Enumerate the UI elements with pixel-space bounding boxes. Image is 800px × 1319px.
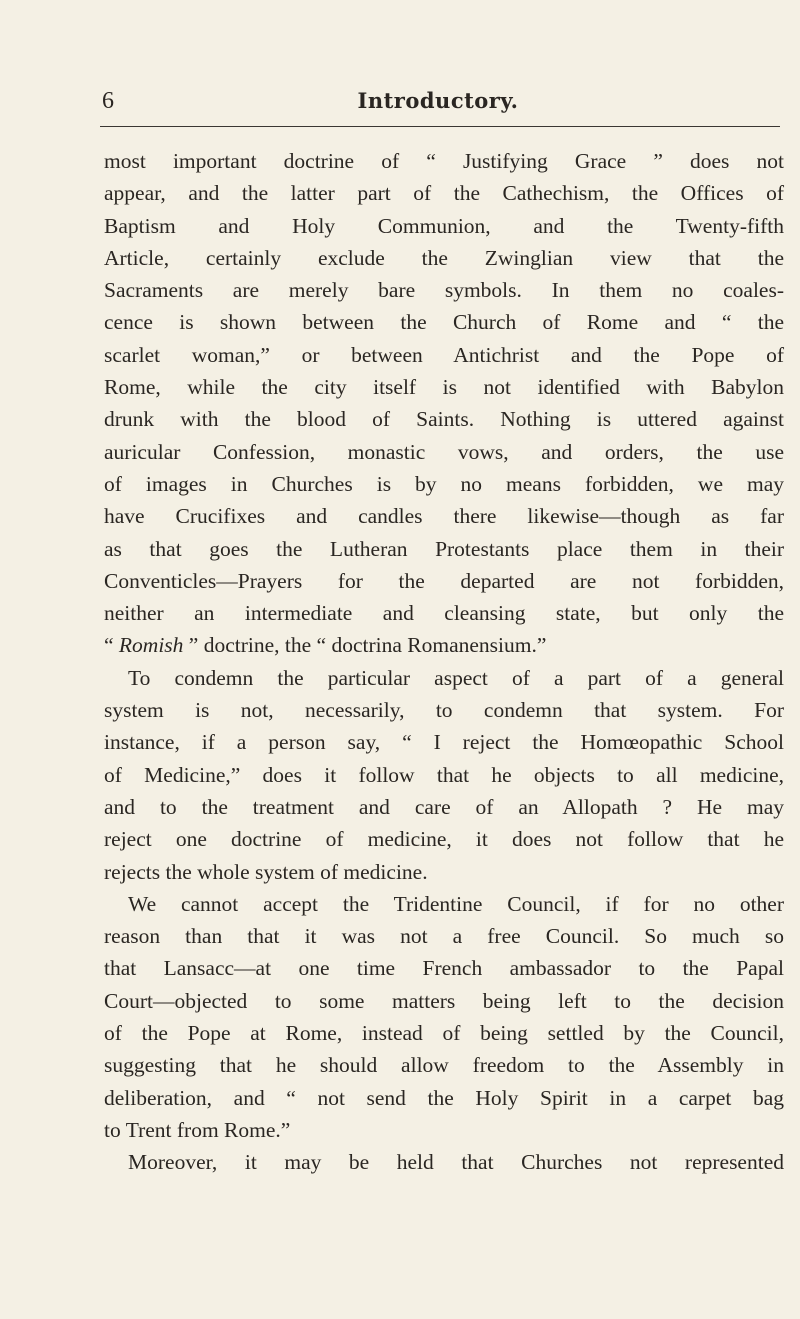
line-remainder: ” doctrine, the “ doctrina Romanensium.” [183, 633, 547, 658]
page-number: 6 [102, 88, 114, 114]
body-text [104, 145, 784, 1179]
text-line: To condemn the particular aspect of a part of a general [128, 665, 784, 690]
text-line: have Crucifixes and candles there likewise—though as far [104, 504, 784, 529]
text-line: reject one doctrine of medicine, it does not follow that he [104, 827, 784, 852]
text-line: Conventicles—Prayers for the departed are not forbidden, [104, 568, 784, 593]
text-line: suggesting that he should allow freedom to the Assembly in [104, 1053, 784, 1078]
text-line: drunk with the blood of Saints. Nothing is uttered against [104, 407, 784, 432]
page-header [100, 86, 776, 116]
text-line: We cannot accept the Tridentine Council, if for no other [128, 891, 784, 916]
italic-word: Romish [118, 633, 184, 658]
text-line: scarlet woman,” or between Antichrist and the Pope of [104, 342, 784, 367]
text-line: deliberation, and “ not send the Holy Spirit in a carpet bag [104, 1085, 784, 1110]
text-line: that Lansacc—at one time French ambassador to the Papal [104, 956, 784, 981]
text-line: neither an intermediate and cleansing state, but only the [104, 601, 784, 626]
text-line: instance, if a person say, “ I reject the Homœopathic School [104, 730, 784, 755]
running-head: Introductory. [357, 88, 519, 113]
text-line-romish [104, 629, 784, 661]
text-line: auricular Confession, monastic vows, and orders, the use [104, 439, 784, 464]
text-line: rejects the whole system of medicine. [104, 859, 428, 884]
header-rule [100, 126, 780, 127]
text-line: Article, certainly exclude the Zwinglian view that the [104, 245, 784, 270]
text-line: as that goes the Lutheran Protestants place them in their [104, 536, 784, 561]
text-line: Rome, while the city itself is not identified with Babylon [104, 375, 784, 400]
text-line: Moreover, it may be held that Churches not represented [128, 1150, 784, 1175]
text-line: most important doctrine of “ Justifying Grace ” does not [104, 149, 784, 173]
text-line: and to the treatment and care of an Allopath ? He may [104, 794, 784, 819]
text-line: Court—objected to some matters being left to the decision [104, 988, 784, 1013]
text-line: reason than that it was not a free Council. So much so [104, 924, 784, 949]
open-quote: “ [104, 633, 114, 658]
text-line: cence is shown between the Church of Rome and “ the [104, 310, 784, 335]
text-line: appear, and the latter part of the Cathechism, the Offices of [104, 181, 784, 206]
text-line: of the Pope at Rome, instead of being settled by the Council, [104, 1021, 784, 1046]
text-line: system is not, necessarily, to condemn that system. For [104, 698, 784, 723]
text-line: of Medicine,” does it follow that he objects to all medicine, [104, 762, 784, 787]
text-line: to Trent from Rome.” [104, 1117, 291, 1142]
text-line: Baptism and Holy Communion, and the Twenty-fifth [104, 213, 784, 238]
text-line: of images in Churches is by no means forbidden, we may [104, 471, 784, 496]
text-line: Sacraments are merely bare symbols. In them no coales- [104, 278, 784, 303]
